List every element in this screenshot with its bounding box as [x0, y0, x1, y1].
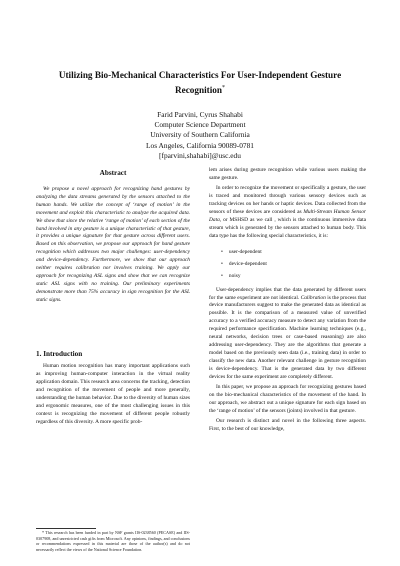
- author-names: Farid Parvini, Cyrus Shahabi: [157, 110, 243, 119]
- left-column: [36, 168, 190, 305]
- list-item: • user-dependent: [221, 246, 366, 258]
- mshsd-term: Multi-Stream Human Sensor Data: [209, 208, 366, 223]
- right-paragraph-2: [209, 185, 366, 241]
- introduction-text: Human motion recognition has many important applications such as improving human-computer interaction in the virtual reality application domain. This research area concerns the tracking, detection and recognition of the movement of people and more generally, understanding the human behavior. Due to the diversity of human sizes and ergonomic measures, one of the most challenging issues in this context is recognizing the movement of different people robustly regardless of this diversity. A more specific prob-: [36, 363, 190, 425]
- right-column: [209, 167, 366, 434]
- right-paragraph-2-start: In order to recognize the movement or specifically a gesture, the user is traced and monitored through various sensory devices such as tracking devices on her hands or haptic devices. Data collected from the sensors of these devices are considered as: [209, 184, 366, 215]
- list-item: • noisy: [221, 270, 366, 282]
- calibration-term: Calibration: [300, 294, 326, 301]
- right-paragraph-1: lem arises during gesture recognition while various users making the same gesture.: [209, 167, 366, 181]
- right-paragraph-3: [209, 287, 366, 382]
- title-footnote-mark: *: [221, 85, 225, 91]
- author-department: Computer Science Department: [154, 120, 246, 130]
- abstract-heading: Abstract: [99, 169, 127, 177]
- list-item: • device-dependent: [221, 258, 366, 270]
- paper-title: [40, 69, 360, 97]
- right-paragraph-4: In this paper, we propose an approach for recognizing gestures based on the bio-mechanical characteristics of the movement of the hand. In our approach, we abstract out a unique signature for each sign based on the ‘range of motion’ of the sensors (joints) involved in that gesture.: [209, 384, 366, 414]
- author-email: [fparvini,shahabi]@usc.edu: [159, 150, 241, 160]
- right-paragraph-2-end: , or MSHSD as we call , which is the continuous immersive data stream which is generated by the sensors attached to human body. This data type has the following special characteristics, it is:: [209, 216, 366, 239]
- abstract-text: We propose a novel approach for recognizing hand gestures by analyzing the data streams generated by the sensors attached to the human hands. We utilize the concept of ‘range of motion’ in the movement and exploit this characteristic to analyze the acquired data. We show that since the relative ‘range of motion’ of each section of the hand involved in any gesture is a unique characteristic of that gesture, it provides a unique signature for that gesture across different users. Based on this observation, we propose our approach for hand gesture recognition which addresses two major challenges: user-dependency and device-dependency. Furthermore, we show that our approach neither requires calibration nor involves training. We apply our approach for recognizing ASL signs and show that we can recognize static ASL signs with no training. Our preliminary experiments demonstrate more than 75% accuracy in sign recognition for the ASL static signs.: [36, 186, 190, 303]
- paper-title-text: Utilizing Bio-Mechanical Characteristics For User-Independent Gesture Recognition: [58, 70, 342, 96]
- characteristics-list: [209, 246, 366, 282]
- footnote-rule: [36, 528, 96, 529]
- author-block: [80, 110, 320, 161]
- author-university: University of Southern California: [150, 130, 250, 140]
- author-address: Los Angeles, California 90089-0781: [146, 140, 254, 150]
- introduction-heading: 1. Introduction: [36, 350, 83, 358]
- right-paragraph-3-start: User-dependency implies that the data generated by different users for the same experiment are not identical.: [209, 286, 366, 301]
- right-paragraph-3-end: is the process that device manufacturers suggest to make the generated data as identical as possible. It is the comparison of a measured value of unverified accuracy to a verified accuracy measure to detect any variation from the required performance specification. Machine learning techniques (e.g., neural networks, decision trees or case-based reasoning) are also addressing user-dependency. They are the algorithms that generate a model based on the previously seen data (i.e., training data) in order to classify the new data. Another relevant challenge in gesture recognition is device-dependency. That is the generated data by two different devices for the same experiment are completely different.: [209, 294, 366, 381]
- footnote-text: * This research has been funded in part by NSF grants IIS-0238560 (PECASE) and IIS-0307908, and unrestricted cash gifts from Microsoft. Any opinions, findings, and conclusions or recommendations expressed in this material are those of the author(s) and do not necessarily reflect the views of the National Science Foundation.: [36, 530, 190, 552]
- right-paragraph-5: Our research is distinct and novel in the following three aspects. First, to the best of our knowledge,: [209, 417, 366, 432]
